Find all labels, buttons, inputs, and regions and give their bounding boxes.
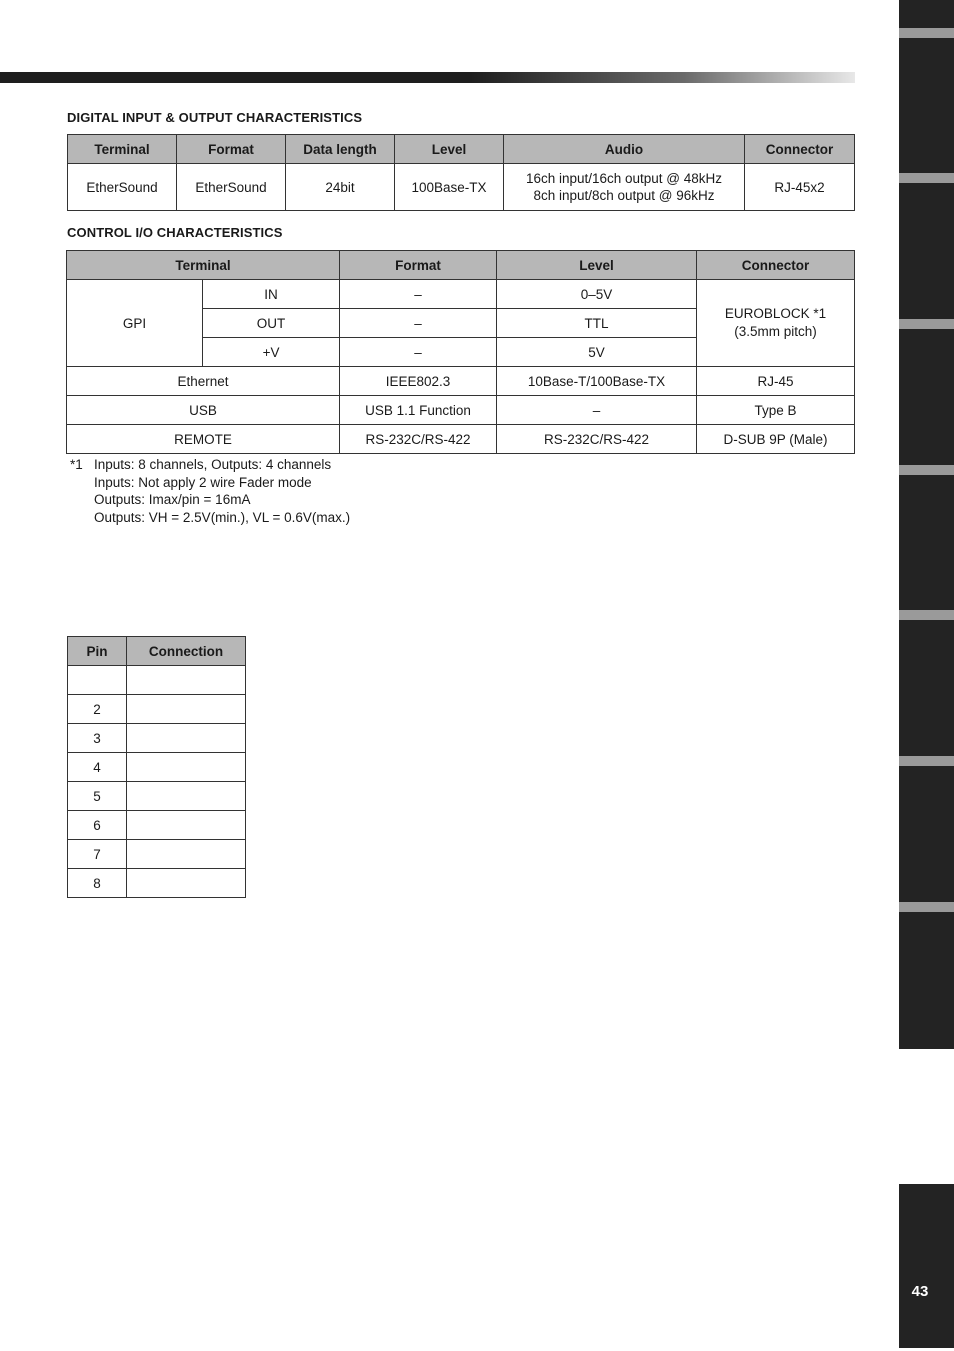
side-tab-separator: [899, 465, 954, 475]
page-number-tab: [899, 1184, 954, 1348]
footnote-line: Inputs: Not apply 2 wire Fader mode: [94, 474, 312, 490]
column-header: Audio: [504, 135, 745, 164]
table-row: [68, 666, 246, 695]
column-header: Connection: [127, 637, 246, 666]
pin-connection: [127, 666, 246, 695]
table-cell: USB: [67, 396, 340, 425]
side-tab-separator: [899, 902, 954, 912]
pin-connection: [127, 782, 246, 811]
table-row: [67, 280, 855, 309]
connector-line: (3.5mm pitch): [734, 324, 817, 339]
pin-number: 8: [68, 869, 127, 898]
gpi-connector: [697, 280, 855, 367]
table-cell-audio: [504, 164, 745, 211]
pin-connection: [127, 811, 246, 840]
table-row: [68, 811, 246, 840]
pin-number: 5: [68, 782, 127, 811]
table-cell: 24bit: [286, 164, 395, 211]
footnote-line: Inputs: 8 channels, Outputs: 4 channels: [94, 457, 332, 472]
gpi-label: GPI: [67, 280, 203, 367]
table-row: [68, 840, 246, 869]
column-header: Level: [395, 135, 504, 164]
pin-number: 6: [68, 811, 127, 840]
pin-connection: [127, 753, 246, 782]
footnote-line: Outputs: VH = 2.5V(min.), VL = 0.6V(max.): [94, 510, 351, 526]
table-row: [68, 164, 855, 211]
table-cell: Ethernet: [67, 367, 340, 396]
table-cell: RS-232C/RS-422: [340, 425, 497, 454]
table-cell: 5V: [497, 338, 697, 367]
pin-table: [67, 636, 246, 898]
table-row: [68, 695, 246, 724]
side-tab-separator: [899, 173, 954, 183]
footnote-line: Outputs: Imax/pin = 16mA: [94, 492, 251, 508]
table-cell: EtherSound: [68, 164, 177, 211]
table-cell: TTL: [497, 309, 697, 338]
pin-number: 2: [68, 695, 127, 724]
table-cell: EtherSound: [177, 164, 286, 211]
table-cell: Type B: [697, 396, 855, 425]
pin-number: 7: [68, 840, 127, 869]
table-cell: IN: [203, 280, 340, 309]
table-cell: –: [340, 280, 497, 309]
column-header: Terminal: [68, 135, 177, 164]
control-io-table: [66, 250, 855, 454]
audio-line: 8ch input/8ch output @ 96kHz: [533, 188, 715, 203]
table-row: [68, 724, 246, 753]
table-cell: USB 1.1 Function: [340, 396, 497, 425]
column-header: Format: [340, 251, 497, 280]
table-row: [68, 782, 246, 811]
digital-io-table: [67, 134, 855, 211]
table-cell: –: [497, 396, 697, 425]
column-header: Data length: [286, 135, 395, 164]
pin-connection: [127, 695, 246, 724]
pin-number: 3: [68, 724, 127, 753]
column-header: Connector: [697, 251, 855, 280]
pin-number: [68, 666, 127, 695]
side-tab-separator: [899, 610, 954, 620]
top-rule: [0, 72, 855, 83]
column-header: Level: [497, 251, 697, 280]
column-header: Format: [177, 135, 286, 164]
table-row: [67, 396, 855, 425]
table-row: [68, 869, 246, 898]
table-cell: –: [340, 338, 497, 367]
pin-connection: [127, 840, 246, 869]
digital-io-title: DIGITAL INPUT & OUTPUT CHARACTERISTICS: [67, 110, 363, 125]
table-cell: D-SUB 9P (Male): [697, 425, 855, 454]
side-tab-separator: [899, 28, 954, 38]
table-cell: REMOTE: [67, 425, 340, 454]
table-row: [67, 425, 855, 454]
table-cell: RS-232C/RS-422: [497, 425, 697, 454]
column-header: Connector: [745, 135, 855, 164]
audio-line: 16ch input/16ch output @ 48kHz: [525, 171, 723, 186]
column-header: Pin: [68, 637, 127, 666]
control-io-title: CONTROL I/O CHARACTERISTICS: [67, 225, 283, 240]
table-cell: 10Base-T/100Base-TX: [497, 367, 697, 396]
side-tab-separator: [899, 319, 954, 329]
table-cell: RJ-45: [697, 367, 855, 396]
table-row: [68, 753, 246, 782]
pin-connection: [127, 869, 246, 898]
table-cell: –: [340, 309, 497, 338]
table-cell: IEEE802.3: [340, 367, 497, 396]
table-cell: 0–5V: [497, 280, 697, 309]
column-header: Terminal: [67, 251, 340, 280]
table-cell: RJ-45x2: [745, 164, 855, 211]
table-cell: +V: [203, 338, 340, 367]
side-tab-separator: [899, 756, 954, 766]
footnote: [70, 456, 350, 527]
connector-line: EUROBLOCK *1: [724, 306, 827, 321]
page-number: 43: [911, 1283, 929, 1300]
pin-number: 4: [68, 753, 127, 782]
table-cell: OUT: [203, 309, 340, 338]
table-cell: 100Base-TX: [395, 164, 504, 211]
side-tab-strip: [899, 0, 954, 1049]
table-row: [67, 367, 855, 396]
pin-connection: [127, 724, 246, 753]
footnote-mark: *1: [70, 457, 83, 472]
